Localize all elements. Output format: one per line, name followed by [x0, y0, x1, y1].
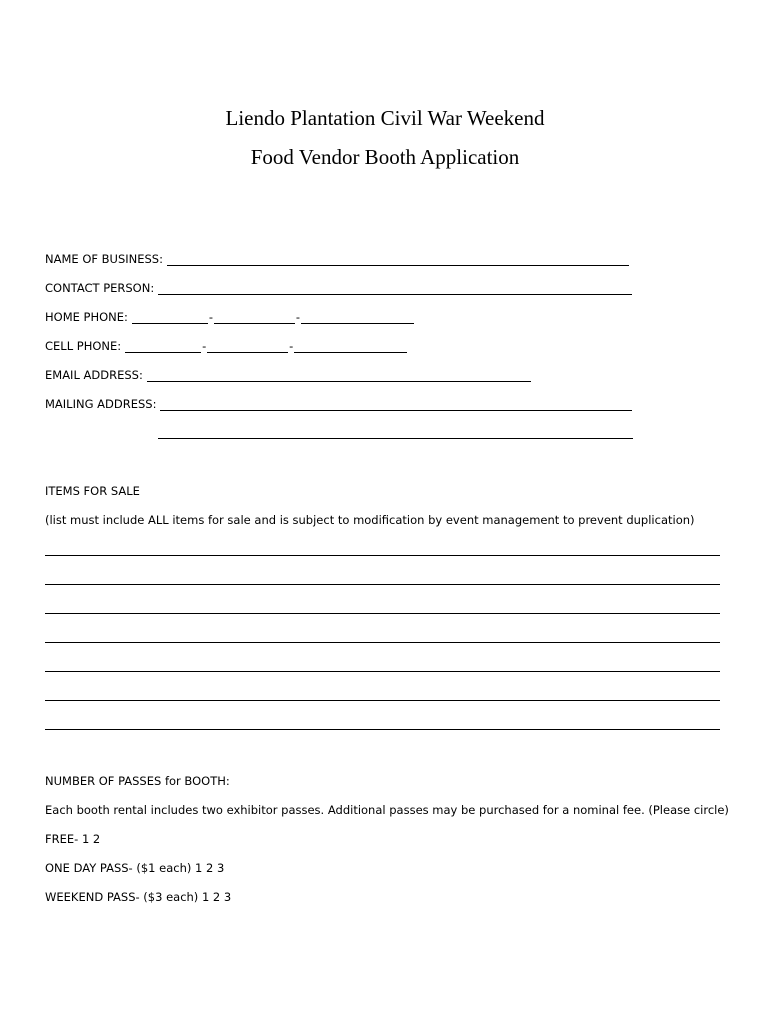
mailing-address-label: MAILING ADDRESS:: [45, 397, 157, 411]
items-line-1[interactable]: [45, 555, 720, 556]
items-line-7[interactable]: [45, 729, 720, 730]
cell-phone-dash-1: -: [202, 339, 207, 353]
items-line-6[interactable]: [45, 700, 720, 701]
weekend-pass-option[interactable]: WEEKEND PASS- ($3 each) 1 2 3: [45, 890, 232, 904]
cell-phone-prefix-blank[interactable]: [207, 341, 288, 353]
home-phone-dash-2: -: [295, 310, 300, 324]
business-name-label: NAME OF BUSINESS:: [45, 252, 163, 266]
home-phone-area-blank[interactable]: [132, 312, 208, 324]
business-name-blank[interactable]: [167, 254, 629, 266]
passes-description: Each booth rental includes two exhibitor passes. Additional passes may be purchased for a nominal fee. (Please circle): [45, 803, 729, 817]
cell-phone-dash-2: -: [289, 339, 294, 353]
cell-phone-row: [45, 337, 407, 353]
cell-phone-number-blank[interactable]: [294, 341, 407, 353]
email-label: EMAIL ADDRESS:: [45, 368, 143, 382]
business-name-row: [45, 250, 629, 266]
items-instructions: (list must include ALL items for sale and is subject to modification by event management to prevent duplication): [45, 513, 695, 527]
one-day-pass-option[interactable]: ONE DAY PASS- ($1 each) 1 2 3: [45, 861, 225, 875]
items-line-3[interactable]: [45, 613, 720, 614]
items-line-2[interactable]: [45, 584, 720, 585]
mailing-address-blank-1[interactable]: [160, 399, 632, 411]
email-row: [45, 366, 531, 382]
home-phone-label: HOME PHONE:: [45, 310, 128, 324]
contact-person-row: [45, 279, 632, 295]
free-pass-option[interactable]: FREE- 1 2: [45, 832, 101, 846]
form-title: Liendo Plantation Civil War Weekend: [225, 106, 545, 130]
email-blank[interactable]: [147, 370, 531, 382]
items-heading: ITEMS FOR SALE: [45, 484, 140, 498]
mailing-address-blank-2[interactable]: [158, 438, 633, 439]
form-subtitle: Food Vendor Booth Application: [250, 145, 520, 169]
contact-person-blank[interactable]: [158, 283, 632, 295]
cell-phone-label: CELL PHONE:: [45, 339, 122, 353]
cell-phone-area-blank[interactable]: [125, 341, 201, 353]
home-phone-dash-1: -: [208, 310, 213, 324]
items-line-5[interactable]: [45, 671, 720, 672]
home-phone-prefix-blank[interactable]: [214, 312, 295, 324]
items-line-4[interactable]: [45, 642, 720, 643]
home-phone-row: [45, 308, 414, 324]
passes-heading: NUMBER OF PASSES for BOOTH:: [45, 774, 230, 788]
home-phone-number-blank[interactable]: [301, 312, 414, 324]
mailing-address-row: [45, 395, 632, 411]
contact-person-label: CONTACT PERSON:: [45, 281, 155, 295]
